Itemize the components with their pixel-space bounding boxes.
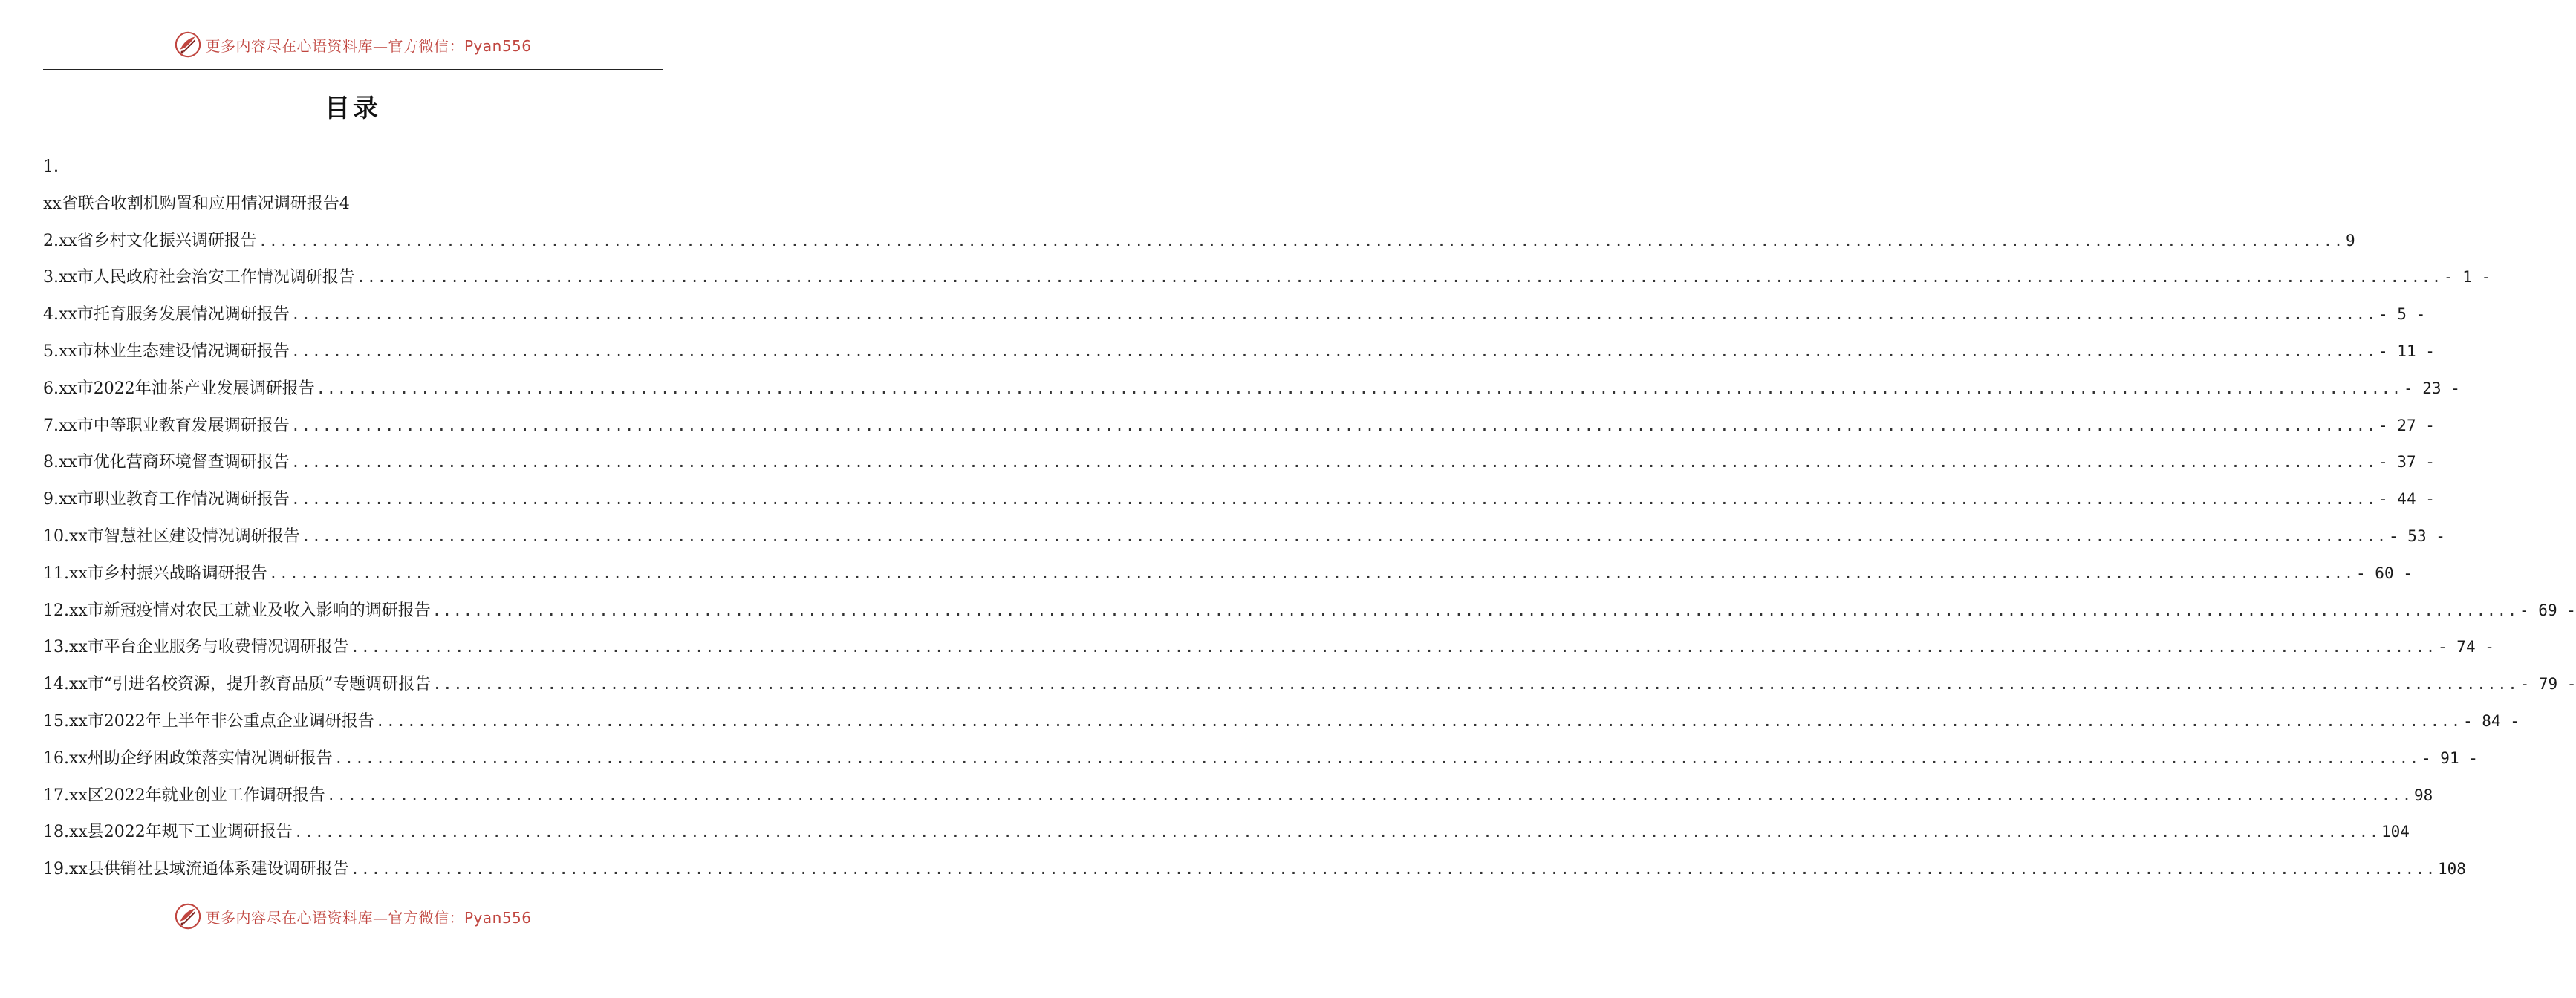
header-banner (0, 28, 706, 61)
toc-page-number: - 11 - (2378, 342, 2435, 360)
toc-entry[interactable] (43, 666, 2576, 703)
dot-leader: ........................................................................................................................................................................................................ (375, 711, 2462, 730)
dot-leader: ........................................................................................................................................................................................................ (290, 305, 2378, 324)
writing-hand-logo-icon (174, 902, 202, 930)
banner-text: 更多内容尽在心语资料库—官方微信：Pyan556 (205, 36, 532, 55)
toc-entry-title: 5.xx市林业生态建设情况调研报告 (43, 342, 290, 361)
toc-entry[interactable] (43, 703, 2520, 740)
toc-entry-title: 7.xx市中等职业教育发展调研报告 (43, 416, 290, 435)
table-of-contents (43, 149, 2576, 888)
toc-page-number: 108 (2438, 860, 2466, 878)
toc-page-number: 104 (2381, 823, 2410, 841)
toc-entry-title: 17.xx区2022年就业创业工作调研报告 (43, 786, 325, 805)
toc-entry[interactable] (43, 555, 2413, 593)
toc-entry[interactable] (43, 629, 2494, 666)
toc-page-number: - 44 - (2378, 490, 2435, 509)
toc-entry[interactable] (43, 186, 663, 223)
toc-entry-title: 12.xx市新冠疫情对农民工就业及收入影响的调研报告 (43, 601, 431, 620)
toc-entry[interactable] (43, 593, 2576, 630)
toc-entry[interactable] (43, 149, 663, 186)
toc-page-number: - 91 - (2421, 748, 2478, 767)
toc-page-number: - 37 - (2378, 453, 2435, 472)
toc-entry-title: 18.xx县2022年规下工业调研报告 (43, 823, 293, 842)
dot-leader: ........................................................................................................................................................................................................ (350, 638, 2437, 656)
toc-entry[interactable] (43, 223, 2355, 260)
banner-text: 更多内容尽在心语资料库—官方微信：Pyan556 (205, 908, 532, 927)
dot-leader: ........................................................................................................................................................................................................ (432, 675, 2519, 694)
toc-entry-title: 19.xx县供销社县域流通体系建设调研报告 (43, 860, 349, 879)
dot-leader: ........................................................................................................................................................................................................ (268, 564, 2355, 582)
footer-banner (0, 900, 706, 933)
toc-entry[interactable] (43, 740, 2478, 777)
dot-leader: ........................................................................................................................................................................................................ (290, 490, 2378, 509)
toc-entry[interactable] (43, 296, 2426, 333)
toc-page-number: - 69 - (2520, 601, 2576, 619)
dot-leader: ........................................................................................................................................................................................................ (293, 823, 2380, 841)
toc-entry-title: 4.xx市托育服务发展情况调研报告 (43, 305, 290, 324)
toc-page-number: 9 (2346, 231, 2355, 250)
dot-leader: ........................................................................................................................................................................................................ (290, 416, 2378, 434)
toc-entry-title: 1. (43, 157, 59, 176)
toc-page-number: - 53 - (2389, 526, 2445, 545)
dot-leader: ........................................................................................................................................................................................................ (258, 231, 2345, 250)
dot-leader: ........................................................................................................................................................................................................ (290, 453, 2378, 472)
toc-page-number: - 5 - (2378, 305, 2426, 324)
toc-entry-title: 16.xx州助企纾困政策落实情况调研报告 (43, 748, 333, 768)
toc-entry[interactable] (43, 371, 2460, 408)
toc-entry[interactable] (43, 814, 2410, 851)
toc-entry-title: 6.xx市2022年油茶产业发展调研报告 (43, 379, 315, 398)
dot-leader: ........................................................................................................................................................................................................ (301, 526, 2388, 545)
dot-leader: ........................................................................................................................................................................................................ (326, 786, 2413, 804)
toc-entry-title: xx省联合收割机购置和应用情况调研报告4 (43, 194, 350, 213)
toc-entry-title: 15.xx市2022年上半年非公重点企业调研报告 (43, 711, 374, 731)
toc-entry[interactable] (43, 777, 2433, 815)
dot-leader: ........................................................................................................................................................................................................ (356, 268, 2443, 287)
toc-page-number: - 1 - (2444, 268, 2491, 287)
toc-entry-title: 9.xx市职业教育工作情况调研报告 (43, 490, 290, 509)
page-title: 目录 (325, 94, 381, 123)
writing-hand-logo-icon (174, 30, 202, 59)
toc-entry-title: 14.xx市“引进名校资源，提升教育品质”专题调研报告 (43, 675, 432, 694)
toc-entry-title: 11.xx市乡村振兴战略调研报告 (43, 564, 267, 583)
toc-page-number: - 84 - (2463, 711, 2520, 730)
toc-entry[interactable] (43, 259, 2491, 296)
toc-entry[interactable] (43, 481, 2435, 518)
toc-page-number: 98 (2414, 786, 2433, 804)
toc-page-number: - 79 - (2520, 675, 2576, 694)
dot-leader: ........................................................................................................................................................................................................ (290, 342, 2378, 360)
dot-leader: ........................................................................................................................................................................................................ (350, 860, 2437, 878)
toc-page-number: - 27 - (2378, 416, 2435, 434)
toc-page-number: - 60 - (2356, 564, 2413, 582)
toc-page-number: - 74 - (2438, 638, 2494, 656)
toc-entry[interactable] (43, 444, 2435, 481)
dot-leader: ........................................................................................................................................................................................................ (432, 601, 2519, 619)
toc-entry[interactable] (43, 333, 2435, 371)
header-divider (43, 69, 663, 70)
toc-entry[interactable] (43, 408, 2435, 445)
toc-entry-title: 10.xx市智慧社区建设情况调研报告 (43, 526, 300, 546)
toc-entry[interactable] (43, 518, 2445, 555)
dot-leader: ........................................................................................................................................................................................................ (316, 379, 2402, 397)
toc-entry-title: 2.xx省乡村文化振兴调研报告 (43, 231, 257, 250)
toc-entry-title: 3.xx市人民政府社会治安工作情况调研报告 (43, 268, 355, 287)
toc-entry[interactable] (43, 851, 2466, 888)
toc-page-number: - 23 - (2404, 379, 2460, 397)
toc-entry-title: 13.xx市平台企业服务与收费情况调研报告 (43, 638, 349, 657)
toc-entry-title: 8.xx市优化营商环境督查调研报告 (43, 453, 290, 472)
dot-leader: ........................................................................................................................................................................................................ (334, 748, 2421, 767)
